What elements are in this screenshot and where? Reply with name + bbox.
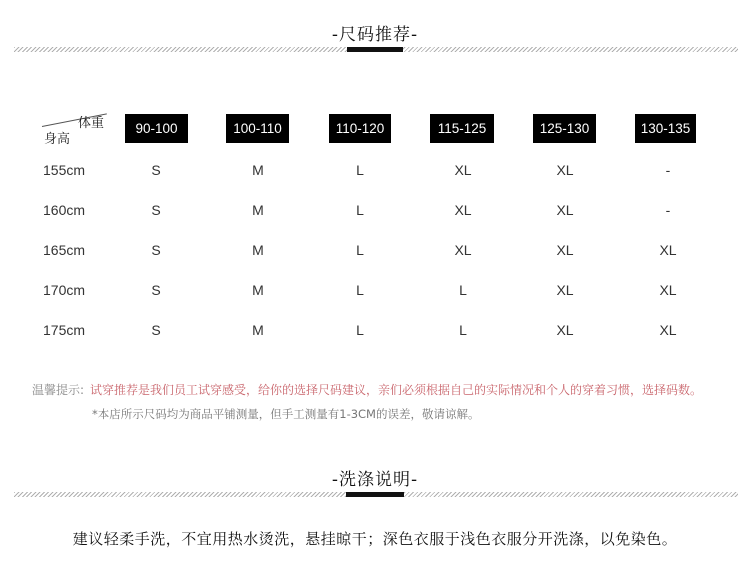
size-cell: XL [659, 242, 677, 258]
size-cell: S [151, 322, 161, 338]
size-cell: - [665, 162, 671, 178]
height-row-label: 160cm [43, 202, 86, 218]
size-table [40, 108, 720, 350]
height-row-label: 165cm [43, 242, 86, 258]
measurement-note: *本店所示尺码均为商品平铺测量，但手工测量有1-3CM的误差，敬请谅解。 [92, 407, 480, 421]
tip-line [32, 384, 702, 396]
size-cell: M [252, 202, 264, 218]
size-cell: M [252, 282, 264, 298]
weight-column-header: 130-135 [635, 114, 696, 143]
size-cell: S [151, 282, 161, 298]
size-cell: L [356, 322, 364, 338]
table-row [40, 150, 720, 190]
size-cell: S [151, 202, 161, 218]
size-cell: XL [556, 282, 574, 298]
table-row [40, 310, 720, 350]
size-cell: XL [454, 242, 472, 258]
wash-instructions: 建议轻柔手洗，不宜用热水烫洗，悬挂晾干；深色衣服于浅色衣服分开洗涤，以免染色。 [72, 530, 678, 548]
size-cell: M [252, 162, 264, 178]
size-cell: M [252, 322, 264, 338]
table-corner-cell [40, 108, 106, 150]
size-cell: S [151, 162, 161, 178]
size-cell: L [459, 322, 467, 338]
size-cell: XL [556, 162, 574, 178]
height-row-label: 175cm [43, 322, 86, 338]
size-cell: XL [556, 202, 574, 218]
size-cell: XL [454, 162, 472, 178]
size-cell: XL [556, 322, 574, 338]
height-row-label: 155cm [43, 162, 86, 178]
table-row [40, 230, 720, 270]
tip-label: 温馨提示: [32, 383, 85, 397]
size-cell: M [252, 242, 264, 258]
height-axis-label: 身高 [44, 132, 71, 147]
title-accent-bar [347, 47, 403, 52]
size-cell: L [356, 202, 364, 218]
size-cell: L [356, 242, 364, 258]
size-cell: - [665, 202, 671, 218]
size-cell: L [356, 162, 364, 178]
size-cell: XL [659, 282, 677, 298]
height-row-label: 170cm [43, 282, 86, 298]
size-cell: XL [659, 322, 677, 338]
weight-column-header: 115-125 [430, 114, 494, 143]
wash-section-title: -洗涤说明- [331, 470, 419, 490]
size-section-title: -尺码推荐- [331, 25, 419, 45]
table-row [40, 190, 720, 230]
weight-column-header: 125-130 [533, 114, 596, 143]
size-cell: L [356, 282, 364, 298]
weight-axis-label: 体重 [77, 116, 104, 131]
table-row [40, 270, 720, 310]
weight-column-header: 100-110 [226, 114, 289, 143]
size-cell: XL [454, 202, 472, 218]
size-cell: L [459, 282, 467, 298]
wash-title-accent-bar [346, 492, 404, 497]
weight-column-header: 90-100 [125, 114, 188, 143]
weight-column-header: 110-120 [329, 114, 391, 143]
size-cell: S [151, 242, 161, 258]
tip-text: 试穿推荐是我们员工试穿感受，给你的选择尺码建议，亲们必须根据自己的实际情况和个人的穿着习惯，选择码数。 [90, 383, 703, 397]
size-cell: XL [556, 242, 574, 258]
size-table-header [40, 108, 720, 150]
